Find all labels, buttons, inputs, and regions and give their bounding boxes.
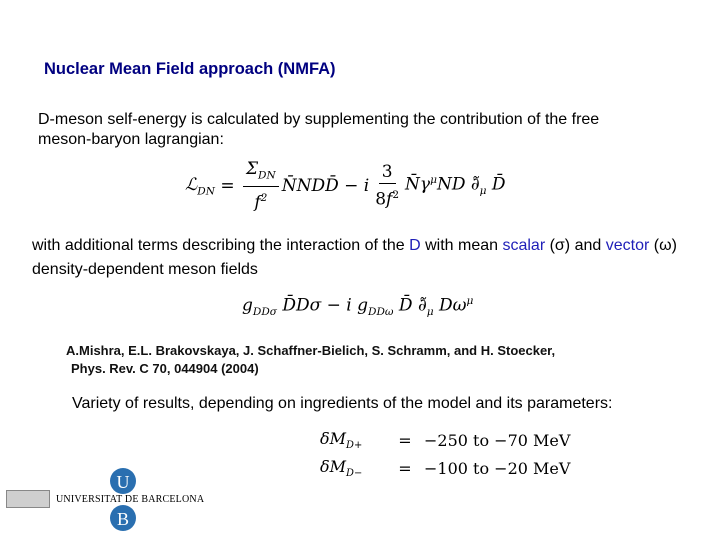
- slide-title: Nuclear Mean Field approach (NMFA): [44, 60, 336, 78]
- svg-text:B: B: [116, 509, 130, 529]
- reference-citation: [66, 342, 555, 378]
- result-lhs: δM: [320, 456, 347, 476]
- reference-journal: Phys. Rev. C 70, 044904 (2004): [71, 361, 259, 376]
- para2-text-3: (σ) and: [545, 237, 606, 254]
- para2-text-1: with additional terms describing the interaction of the: [32, 237, 410, 254]
- result-rhs: −100 to −20 MeV: [424, 458, 571, 478]
- results-equations: [320, 426, 570, 482]
- para2-d-highlight: D: [409, 237, 421, 254]
- small-logo-image: [6, 490, 50, 508]
- result-rhs: −250 to −70 MeV: [424, 430, 571, 450]
- result-sub: D−: [346, 468, 363, 480]
- reference-authors: A.Mishra, E.L. Brakovskaya, J. Schaffner-Bielich, S. Schramm, and H. Stoecker,: [66, 343, 556, 358]
- para2-text-4: (ω) density-dependent meson fields: [32, 237, 677, 278]
- para2-vector-highlight: vector: [605, 237, 650, 254]
- result-row: [320, 454, 570, 482]
- svg-text:U: U: [116, 472, 130, 492]
- para2-scalar-highlight: scalar: [502, 237, 546, 254]
- result-eq: =: [398, 458, 412, 478]
- university-name: UNIVERSITAT DE BARCELONA: [56, 494, 205, 505]
- result-lhs: δM: [320, 428, 347, 448]
- para2-text-2: with mean: [420, 237, 503, 254]
- intro-text: D-meson self-energy is calculated by supplementing the contribution of the free meson-baryon lagrangian:: [38, 111, 600, 148]
- result-row: [320, 426, 570, 454]
- result-eq: =: [398, 430, 412, 450]
- result-sub: D+: [346, 440, 363, 452]
- mean-field-text: [32, 234, 702, 282]
- meson-coupling-equation: $g_{DD\sigma}$ D̄Dσ − i $g_{DD\omega}$ D̄ $\partial̃_\mu$ $D\omega^\mu$: [242, 295, 474, 319]
- lagrangian-equation: ℒ$_{DN}$ = $\frac{\Sigma_{DN}}{f^2}$ N̄NDD̄ − i $\frac{3}{8f^2}$ $N̄\gamma^\mu ND$ $\partial̃_\mu$ D̄: [185, 158, 506, 214]
- variety-text: Variety of results, depending on ingredients of the model and its parameters:: [72, 395, 613, 412]
